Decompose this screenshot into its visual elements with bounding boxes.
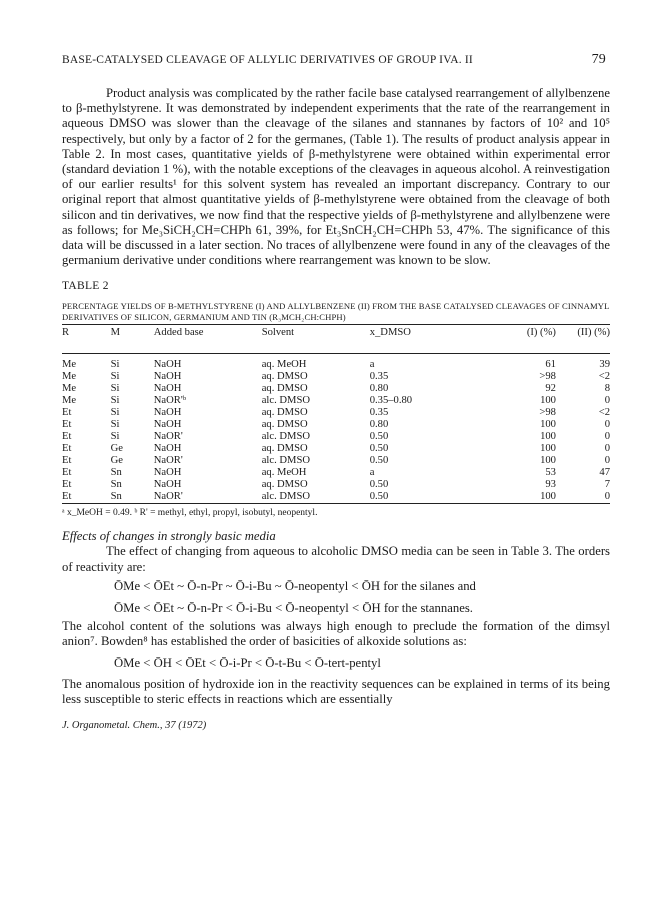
table-cell: 0 — [604, 419, 610, 431]
table-cell: 0.50 — [369, 443, 389, 455]
section-title: Effects of changes in strongly basic media — [62, 529, 276, 544]
running-title: BASE-CATALYSED CLEAVAGE OF ALLYLIC DERIVATIVES OF GROUP IVA. II — [62, 54, 473, 66]
col-solvent: Solvent — [262, 325, 370, 340]
journal-footer: J. Organometal. Chem., 37 (1972) — [62, 719, 207, 731]
table-cell: 0.35 — [369, 407, 389, 419]
table-cell: NaOH — [153, 419, 182, 431]
table-cell: Si — [110, 431, 120, 443]
table-cell: Me — [62, 359, 77, 371]
table-cell: NaOH — [153, 371, 182, 383]
table-cell: a — [369, 467, 375, 479]
table-cell: NaOH — [153, 467, 182, 479]
paragraph-reactivity: The effect of changing from aqueous to alcoholic DMSO media can be seen in Table 3. The orders of reactivity are: — [62, 544, 610, 574]
table-cell: Et — [62, 491, 111, 504]
table-row — [62, 443, 610, 455]
table-cell: 8 — [604, 383, 610, 395]
table-row — [62, 407, 610, 419]
table-cell: Si — [110, 419, 120, 431]
table-cell: 100 — [540, 443, 556, 455]
col-m: M — [111, 325, 154, 340]
table-cell: aq. DMSO — [261, 419, 308, 431]
table-cell: 93 — [545, 479, 556, 491]
table-row — [62, 371, 610, 383]
table-cell: aq. MeOH — [261, 359, 307, 371]
table-cell: NaOR'ᵇ — [153, 395, 187, 407]
table-cell: 0 — [604, 431, 610, 443]
table-cell: Me — [62, 371, 77, 383]
table-cell: Si — [110, 371, 120, 383]
yields-table — [62, 324, 610, 504]
table-cell: 0.50 — [370, 491, 462, 504]
table-cell: 100 — [540, 395, 556, 407]
table-cell: Ge — [110, 455, 123, 467]
table-cell: Et — [62, 479, 72, 491]
table-cell: Et — [62, 419, 72, 431]
table-cell: Si — [110, 359, 120, 371]
table-cell: 0.50 — [369, 431, 389, 443]
table-body — [62, 354, 610, 504]
table-cell: Sn — [111, 491, 154, 504]
table-cell: 0 — [604, 395, 610, 407]
table-cell: alc. DMSO — [261, 431, 310, 443]
paragraph-product-analysis: Product analysis was complicated by the rather facile base catalysed rearrangement of allylbenzene to β-methylstyrene. It was demonstrated by independent experiments that the rate of the rearrangement in aqueous DMSO was slower than the cleavage of the silanes and stannanes by factors of 10² and 10⁵ respectively, but only by a factor of 2 for the germanes, (Table 1). The results of product analysis appear in Table 2. In most cases, quantitative yields of β-methylstyrene were obtained within experimental error (standard deviation 1 %), with the notable exceptions of the cleavages in aqueous alcohol. A reinvestigation of our earlier results¹ for this solvent system has revealed an important discrepancy. Contrary to our original report that almost quantitative yields of β-methylstyrene were obtained from the cleavage of both silicon and tin derivatives, we now find that the respective yields of β-methylstyrene and allylbenzene were as follows; for Me₃SiCH₂CH=CHPh 61, 39%, for Et₃SnCH₂CH=CHPh 53, 47%. The significance of this data will be discussed in a later section. No traces of allylbenzene were found in any of the cleavages of the germanium derivative under conditions where rearrangement was known to be slow. — [62, 86, 610, 268]
table-cell: alc. DMSO — [261, 395, 310, 407]
table-cell: Et — [62, 407, 72, 419]
table-cell: NaOH — [153, 479, 182, 491]
table-cell: 0.80 — [369, 419, 389, 431]
table-cell: 39 — [599, 359, 610, 371]
table-row — [62, 395, 610, 407]
table-cell: >98 — [539, 371, 556, 383]
table-cell: aq. DMSO — [261, 479, 308, 491]
table-cell: 0.35–0.80 — [369, 395, 413, 407]
table-cell: a — [369, 359, 375, 371]
paragraph-dimsyl: The alcohol content of the solutions was always high enough to preclude the formation of the dimsyl anion⁷. Bowden⁸ has established the order of basicities of alkoxide solutions as: — [62, 618, 610, 649]
col-yield-i: (I) (%) — [461, 325, 555, 340]
table-cell: Et — [62, 443, 72, 455]
table-row — [62, 419, 610, 431]
table-row — [62, 431, 610, 443]
table-row — [62, 467, 610, 479]
table-cell: 53 — [545, 467, 556, 479]
table-cell: NaOR' — [154, 491, 262, 504]
page-number: 79 — [591, 52, 606, 67]
table-cell: aq. MeOH — [261, 467, 307, 479]
table-cell: NaOH — [153, 443, 182, 455]
table-cell: 100 — [540, 431, 556, 443]
table-cell: 0.35 — [369, 371, 389, 383]
table-cell: Et — [62, 431, 72, 443]
table-cell: Et — [62, 467, 72, 479]
table-cell: aq. DMSO — [261, 371, 308, 383]
table-cell: NaOR' — [153, 431, 183, 443]
table-cell: aq. DMSO — [261, 407, 308, 419]
table-cell: NaOH — [153, 359, 182, 371]
paragraph-hydroxide: The anomalous position of hydroxide ion in the reactivity sequences can be explained in terms of its being less susceptible to steric effects in reactions which are essentially — [62, 677, 610, 707]
table-cell: 0 — [556, 491, 610, 504]
table-cell: Et — [62, 455, 72, 467]
table-caption: PERCENTAGE YIELDS OF Β-METHYLSTYRENE (I) AND ALLYLBENZENE (II) FROM THE BASE CATALYSED CLEAVAGES OF CINNAMYL DERIVATIVES OF SILICON, GERMANIUM AND TIN (R₃MCH₂CH:CHPH) — [62, 301, 610, 323]
order-basicity: ŌMe < ŌH < ŌEt < Ō-i-Pr < Ō-t-Bu < Ō-tert-pentyl — [114, 656, 381, 671]
table-cell: 0 — [604, 455, 610, 467]
table-cell: 7 — [604, 479, 610, 491]
table-row — [62, 354, 610, 372]
table-cell: Si — [110, 383, 120, 395]
table-cell: Me — [62, 383, 77, 395]
col-base: Added base — [154, 325, 262, 340]
table-cell: 92 — [545, 383, 556, 395]
table-cell: Ge — [110, 443, 123, 455]
order-silanes: ŌMe < ŌEt ~ Ō-n-Pr ~ Ō-i-Bu ~ Ō-neopentyl < ŌH for the silanes and — [114, 578, 476, 593]
table-label: TABLE 2 — [62, 280, 109, 293]
table-cell: 0 — [604, 443, 610, 455]
table-cell: aq. DMSO — [261, 443, 308, 455]
table-row — [62, 383, 610, 395]
table-cell: Si — [110, 395, 120, 407]
table-footnote: ᵃ x_MeOH = 0.49. ᵇ R' = methyl, ethyl, propyl, isobutyl, neopentyl. — [62, 508, 318, 519]
table-cell: 0.50 — [369, 479, 389, 491]
table-cell: 0.50 — [369, 455, 389, 467]
journal-page — [62, 52, 610, 731]
table-cell: NaOR' — [153, 455, 183, 467]
table-row — [62, 479, 610, 491]
col-r: R — [62, 325, 111, 340]
table-cell: 100 — [540, 455, 556, 467]
table-cell: Sn — [110, 479, 122, 491]
table-cell: 0.80 — [369, 383, 389, 395]
table-cell: <2 — [598, 371, 610, 383]
table-cell: Sn — [110, 467, 122, 479]
table-cell: alc. DMSO — [262, 491, 370, 504]
table-cell: alc. DMSO — [261, 455, 310, 467]
table-cell: 100 — [461, 491, 555, 504]
table-cell: <2 — [598, 407, 610, 419]
table-cell: NaOH — [153, 407, 182, 419]
table-cell: 100 — [540, 419, 556, 431]
running-header — [62, 52, 610, 68]
order-stannanes: ŌMe < ŌEt ~ Ō-n-Pr < Ō-i-Bu < Ō-neopentyl < ŌH for the stannanes. — [114, 600, 473, 615]
table-cell: Si — [110, 407, 120, 419]
table-cell: >98 — [539, 407, 556, 419]
table-header-row — [62, 325, 610, 340]
table-cell: Me — [62, 395, 77, 407]
table-cell: 61 — [545, 359, 556, 371]
col-xdmso: x_DMSO — [370, 325, 462, 340]
table-cell: 47 — [599, 467, 610, 479]
table-row — [62, 491, 610, 504]
table-cell: NaOH — [153, 383, 182, 395]
col-yield-ii: (II) (%) — [556, 325, 610, 340]
table-cell: aq. DMSO — [261, 383, 308, 395]
table-row — [62, 455, 610, 467]
